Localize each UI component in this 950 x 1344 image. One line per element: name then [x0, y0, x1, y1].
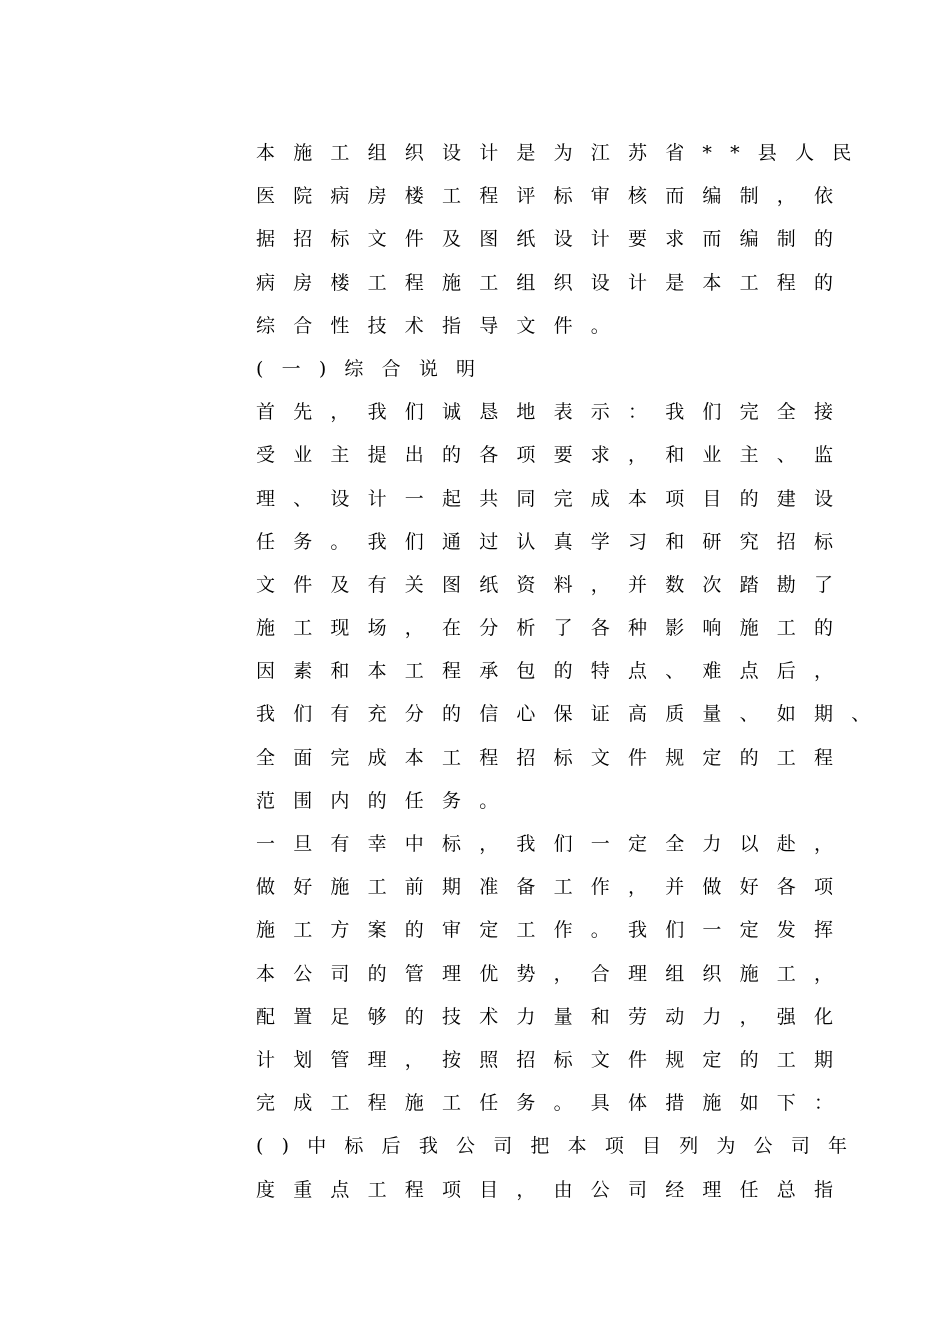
text-line: 本公司的管理优势，合理组织施工， [256, 962, 852, 985]
text-line: 一旦有幸中标，我们一定全力以赴， [256, 833, 852, 855]
text-line: 理、设计一起共同完成本项目的建设 [256, 487, 852, 510]
text-line: 首先，我们诚恳地表示：我们完全接 [256, 401, 852, 424]
text-line: 医院病房楼工程评标审核而编制，依 [256, 185, 852, 208]
text-line: 受业主提出的各项要求，和业主、监 [256, 444, 852, 467]
text-line: 全面完成本工程招标文件规定的工程 [256, 746, 852, 769]
text-line: 配置足够的技术力量和劳动力，强化 [256, 1005, 852, 1028]
text-line: 综合性技术指导文件。 [256, 314, 629, 337]
text-line: 我们有充分的信心保证高质量、如期、 [256, 703, 889, 726]
text-line: 据招标文件及图纸设计要求而编制的 [256, 228, 852, 251]
text-line: 范围内的任务。 [256, 789, 517, 812]
text-line: 文件及有关图纸资料，并数次踏勘了 [256, 573, 852, 596]
text-line: 因素和本工程承包的特点、难点后， [256, 660, 852, 683]
text-line: 本施工组织设计是为江苏省**县人民 [256, 142, 870, 164]
text-line: 完成工程施工任务。具体措施如下： [256, 1092, 852, 1115]
body-text [256, 132, 896, 1212]
text-line: 计划管理，按照招标文件规定的工期 [256, 1048, 852, 1071]
text-line: 任务。我们通过认真学习和研究招标 [256, 530, 852, 553]
text-line: 施工方案的审定工作。我们一定发挥 [256, 919, 852, 942]
section-heading: (一)综合说明 [256, 357, 494, 380]
text-line: 病房楼工程施工组织设计是本工程的 [256, 271, 852, 294]
text-line: 施工现场，在分析了各种影响施工的 [256, 617, 852, 640]
text-line: 度重点工程项目，由公司经理任总指 [256, 1178, 852, 1201]
text-line: ()中标后我公司把本项目列为公司年 [256, 1135, 866, 1158]
text-line: 做好施工前期准备工作，并做好各项 [256, 876, 852, 899]
